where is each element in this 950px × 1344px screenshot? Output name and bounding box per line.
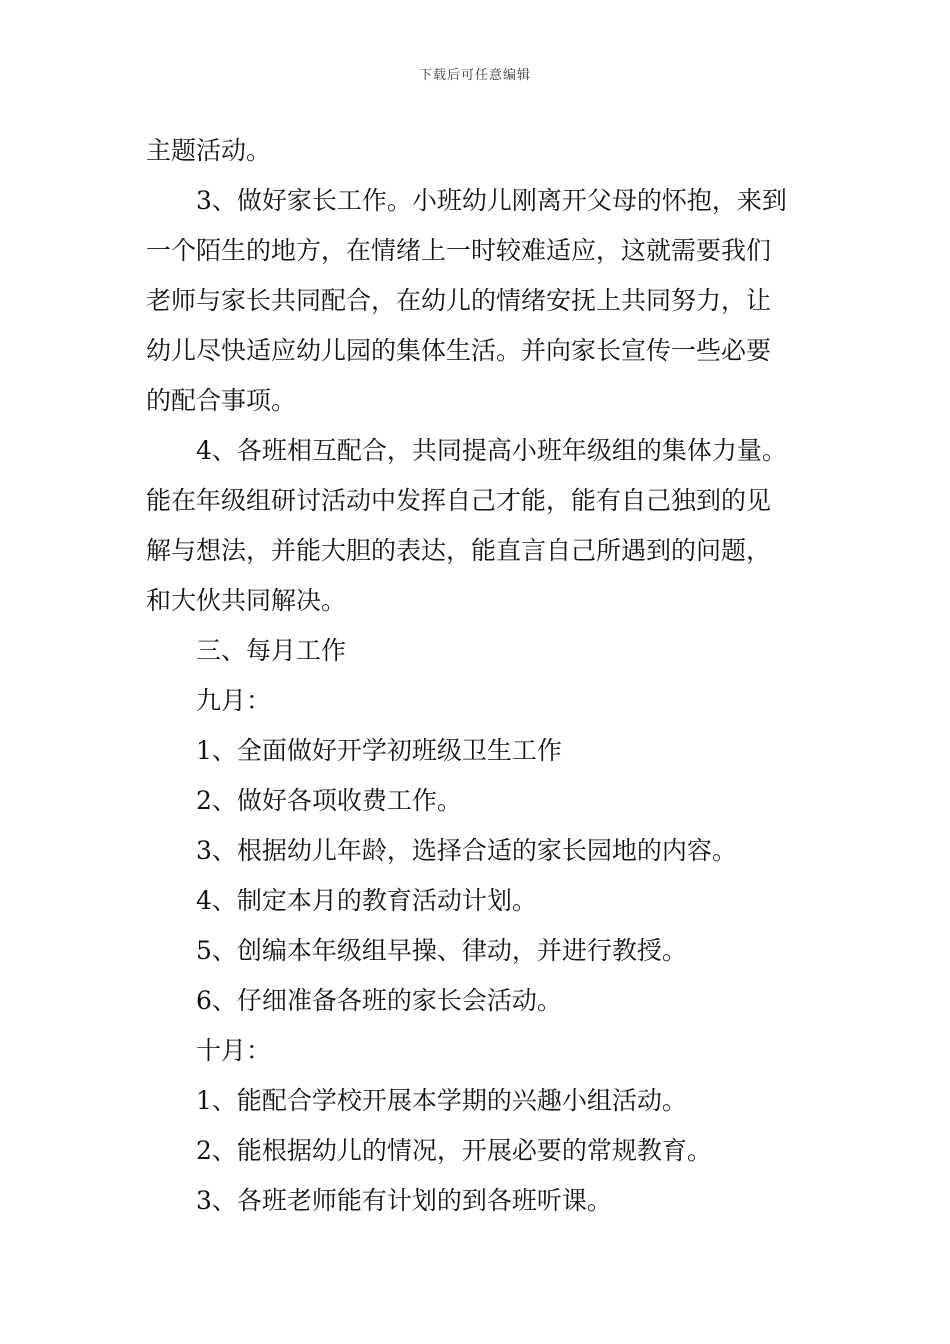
text-line: 一个陌生的地方，在情绪上一时较难适应，这就需要我们 [146,236,772,265]
text-line: 九月： [196,686,272,715]
text-line: 5、创编本年级组早操、律动，并进行教授。 [196,936,687,965]
text-line: 老师与家长共同配合，在幼儿的情绪安抚上共同努力，让 [146,286,772,315]
text-line: 3、根据幼儿年龄，选择合适的家长园地的内容。 [196,836,737,865]
text-line: 3、做好家长工作。小班幼儿刚离开父母的怀抱，来到 [196,186,787,215]
text-line: 1、全面做好开学初班级卫生工作 [196,736,562,765]
text-line: 十月： [196,1036,272,1065]
text-line: 和大伙共同解决。 [146,586,347,615]
text-line: 的配合事项。 [146,386,297,415]
text-line: 三、每月工作 [196,636,347,665]
text-line: 4、各班相互配合，共同提高小班年级组的集体力量。 [196,436,787,465]
text-line: 解与想法，并能大胆的表达，能直言自己所遇到的问题， [146,536,772,565]
text-line: 2、做好各项收费工作。 [196,786,462,815]
text-line: 主题活动。 [146,136,272,165]
text-line: 幼儿尽快适应幼儿园的集体生活。并向家长宣传一些必要 [146,336,772,365]
page-header: 下载后可任意编辑 [418,68,531,83]
text-line: 6、仔细准备各班的家长会活动。 [196,986,562,1015]
text-line: 3、各班老师能有计划的到各班听课。 [196,1186,612,1215]
document-body [146,126,811,1226]
text-line: 能在年级组研讨活动中发挥自己才能，能有自己独到的见 [146,486,772,515]
text-line: 4、制定本月的教育活动计划。 [196,886,537,915]
text-line: 2、能根据幼儿的情况，开展必要的常规教育。 [196,1136,712,1165]
text-line: 1、能配合学校开展本学期的兴趣小组活动。 [196,1086,687,1115]
